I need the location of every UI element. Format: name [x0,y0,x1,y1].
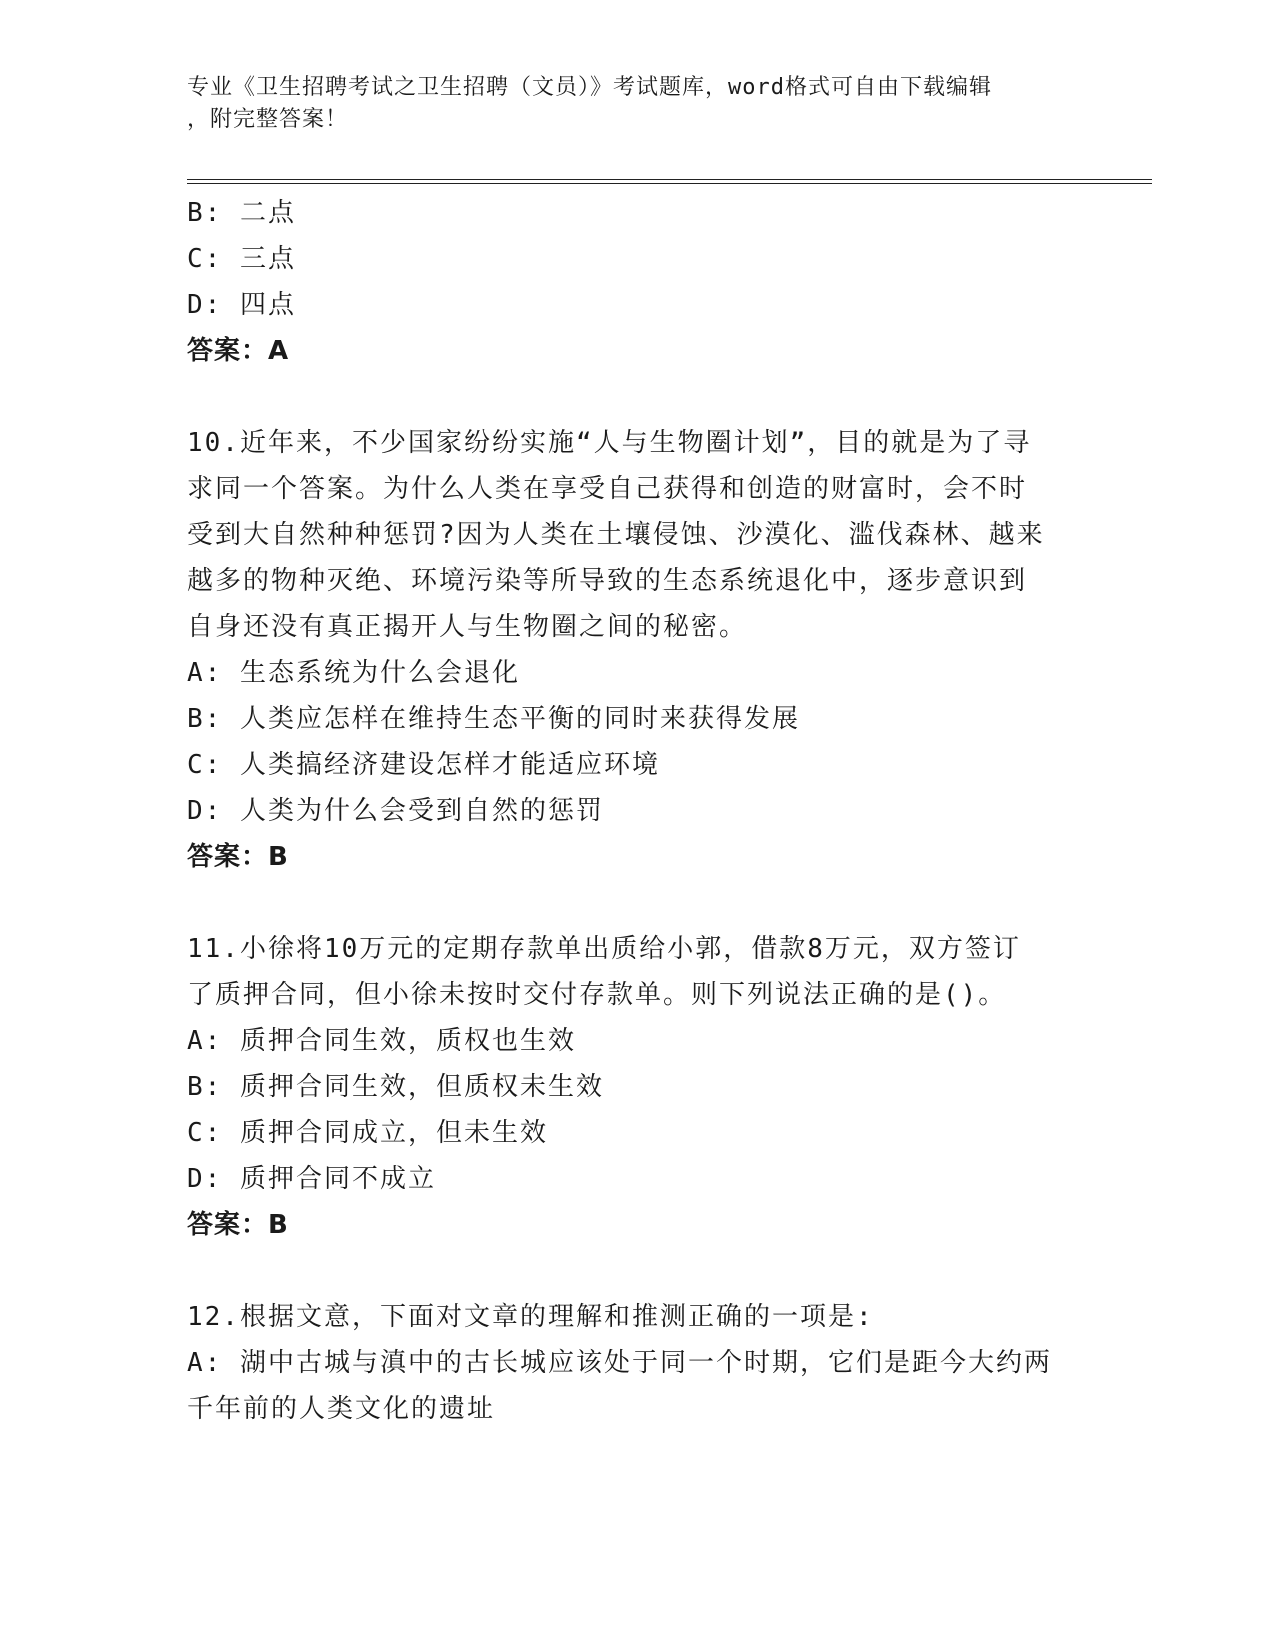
option-c: C: 人类搞经济建设怎样才能适应环境 [187,750,660,780]
spacer [187,880,1087,926]
option-a: A: 湖中古城与滇中的古长城应该处于同一个时期，它们是距今大约两 [187,1348,1052,1378]
question-stem-line: 自身还没有真正揭开人与生物圈之间的秘密。 [187,612,748,642]
question-stem-line: 10.近年来，不少国家纷纷实施“人与生物圈计划”，目的就是为了寻 [187,428,1032,458]
option-a-continued: 千年前的人类文化的遗址 [187,1394,496,1424]
question-10 [187,420,1087,880]
header-divider-top [187,179,1152,180]
question-stem-line: 求同一个答案。为什么人类在享受自己获得和创造的财富时，会不时 [187,474,1028,504]
header-line-1: 专业《卫生招聘考试之卫生招聘（文员）》考试题库，word格式可自由下载编辑 [187,75,992,100]
option-a: A: 生态系统为什么会退化 [187,658,520,688]
option-c: C: 三点 [187,244,296,274]
answer: 答案：B [187,1210,289,1240]
question-stem-line: 11.小徐将10万元的定期存款单出质给小郭，借款8万元，双方签订 [187,934,1021,964]
answer: 答案：B [187,842,289,872]
answer: 答案：A [187,336,290,366]
option-b: B: 二点 [187,198,296,228]
option-b: B: 人类应怎样在维持生态平衡的同时来获得发展 [187,704,800,734]
option-c: C: 质押合同成立，但未生效 [187,1118,548,1148]
question-11 [187,926,1087,1248]
question-12 [187,1294,1087,1432]
option-a: A: 质押合同生效，质权也生效 [187,1026,576,1056]
header-divider-bottom [187,183,1152,184]
option-d: D: 人类为什么会受到自然的惩罚 [187,796,604,826]
question-stem-line: 受到大自然种种惩罚?因为人类在土壤侵蚀、沙漠化、滥伐森林、越来 [187,520,1045,550]
spacer [187,1248,1087,1294]
option-d: D: 质押合同不成立 [187,1164,436,1194]
question-list [187,190,1087,1432]
question-9 [187,190,1087,374]
option-b: B: 质押合同生效，但质权未生效 [187,1072,604,1102]
question-stem-line: 12.根据文意，下面对文章的理解和推测正确的一项是: [187,1302,874,1332]
option-d: D: 四点 [187,290,296,320]
document-header [187,72,1067,136]
question-stem-line: 越多的物种灭绝、环境污染等所导致的生态系统退化中，逐步意识到 [187,566,1028,596]
header-line-2: ，附完整答案！ [187,107,349,132]
question-stem-line: 了质押合同，但小徐未按时交付存款单。则下列说法正确的是()。 [187,980,1007,1010]
spacer [187,374,1087,420]
